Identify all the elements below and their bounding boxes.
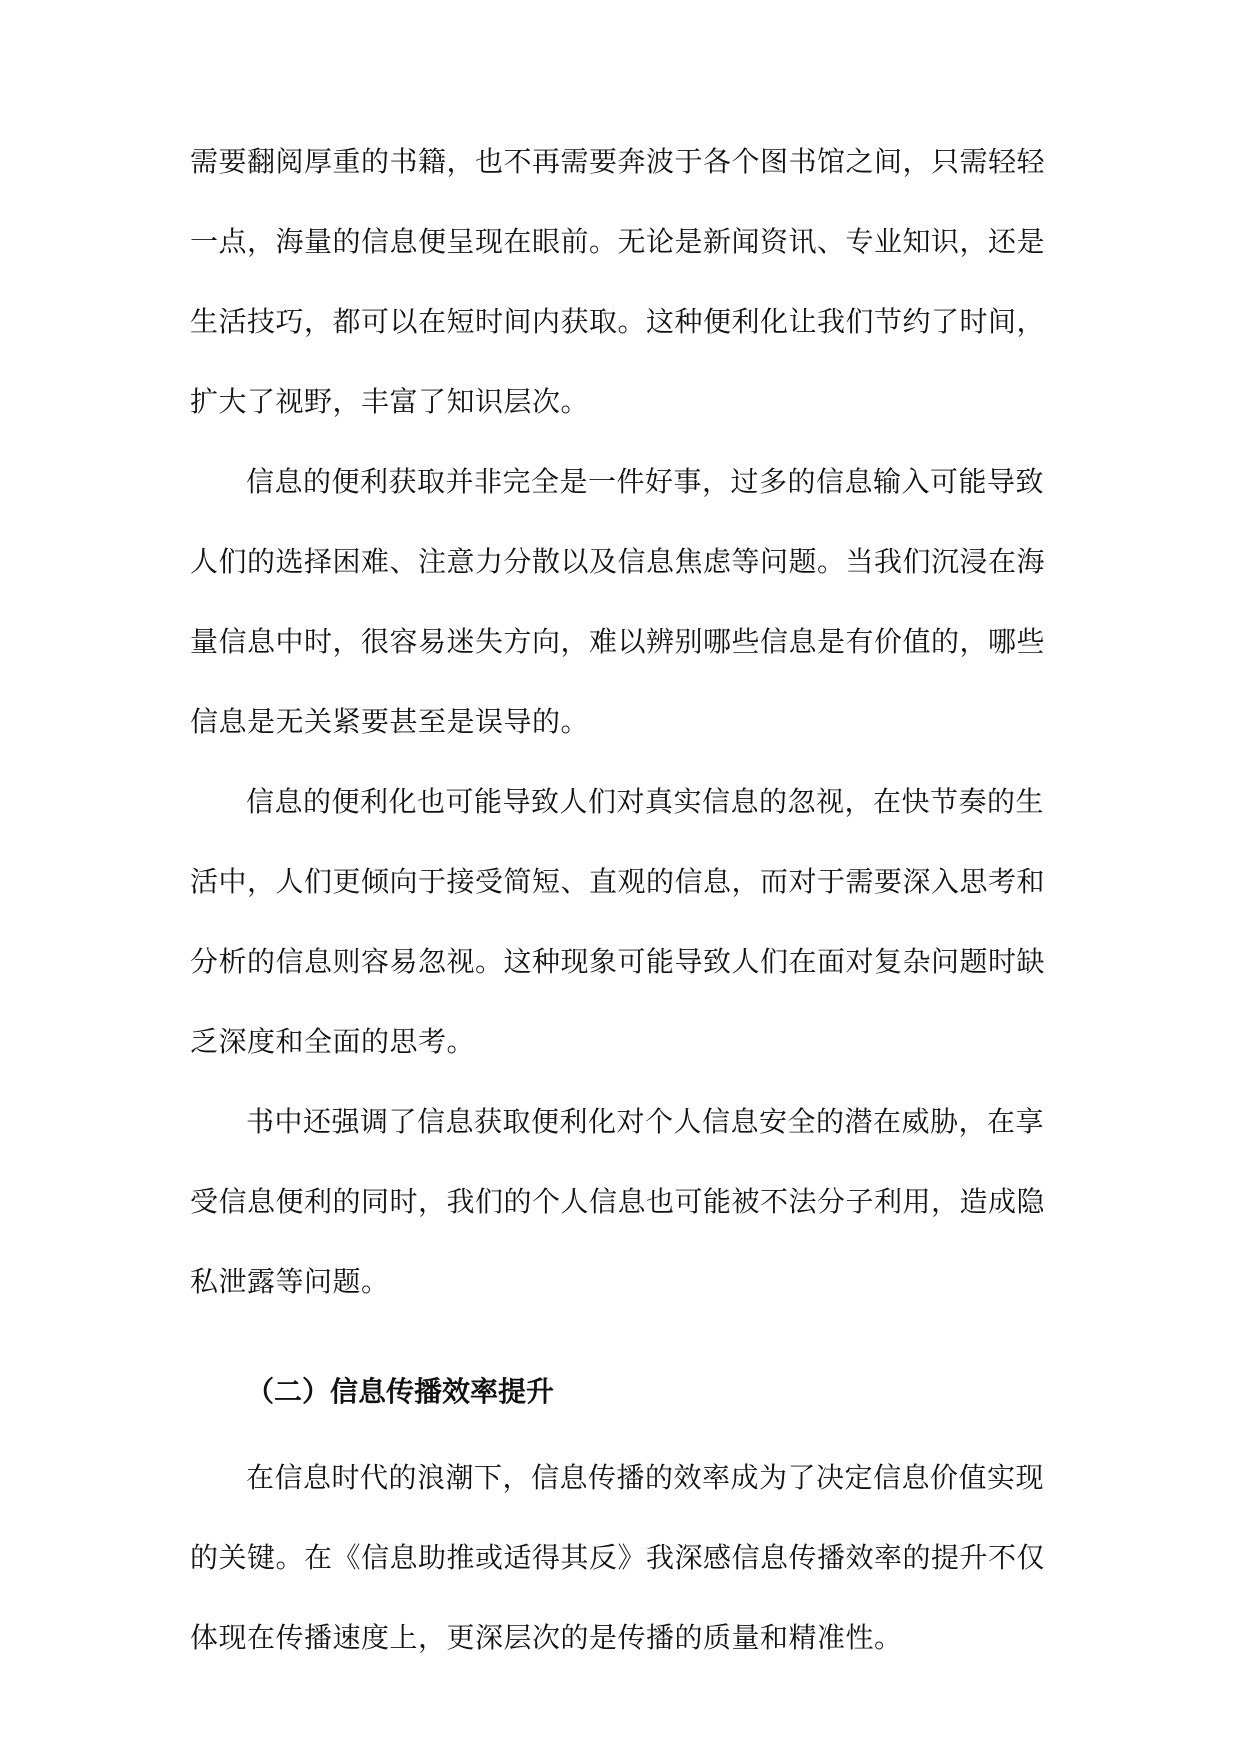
section-heading: （二）信息传播效率提升: [246, 1375, 555, 1408]
paragraph-line: 分析的信息则容易忽视。这种现象可能导致人们在面对复杂问题时缺: [190, 945, 1046, 978]
paragraph-line: 量信息中时，很容易迷失方向，难以辨别哪些信息是有价值的，哪些: [190, 625, 1046, 658]
paragraph-line: 活中，人们更倾向于接受简短、直观的信息，而对于需要深入思考和: [190, 865, 1046, 898]
paragraph-line: 人们的选择困难、注意力分散以及信息焦虑等问题。当我们沉浸在海: [190, 545, 1046, 578]
paragraph-line: 需要翻阅厚重的书籍，也不再需要奔波于各个图书馆之间，只需轻轻: [190, 145, 1046, 178]
paragraph-line: 生活技巧，都可以在短时间内获取。这种便利化让我们节约了时间，: [190, 305, 1046, 338]
paragraph-line: 乏深度和全面的思考。: [190, 1025, 476, 1058]
paragraph-line: 书中还强调了信息获取便利化对个人信息安全的潜在威胁，在享: [246, 1105, 1045, 1138]
paragraph-line: 一点，海量的信息便呈现在眼前。无论是新闻资讯、专业知识，还是: [190, 225, 1046, 258]
paragraph-line: 受信息便利的同时，我们的个人信息也可能被不法分子利用，造成隐: [190, 1185, 1046, 1218]
paragraph-line: 信息的便利化也可能导致人们对真实信息的忽视，在快节奏的生: [246, 785, 1045, 818]
paragraph-line: 信息的便利获取并非完全是一件好事，过多的信息输入可能导致: [246, 465, 1045, 498]
paragraph-line: 在信息时代的浪潮下，信息传播的效率成为了决定信息价值实现: [246, 1461, 1045, 1494]
paragraph-line: 私泄露等问题。: [190, 1265, 390, 1298]
paragraph-line: 扩大了视野，丰富了知识层次。: [190, 385, 590, 418]
paragraph-line: 的关键。在《信息助推或适得其反》我深感信息传播效率的提升不仅: [190, 1541, 1046, 1574]
paragraph-line: 信息是无关紧要甚至是误导的。: [190, 705, 590, 738]
paragraph-line: 体现在传播速度上，更深层次的是传播的质量和精准性。: [190, 1621, 903, 1654]
